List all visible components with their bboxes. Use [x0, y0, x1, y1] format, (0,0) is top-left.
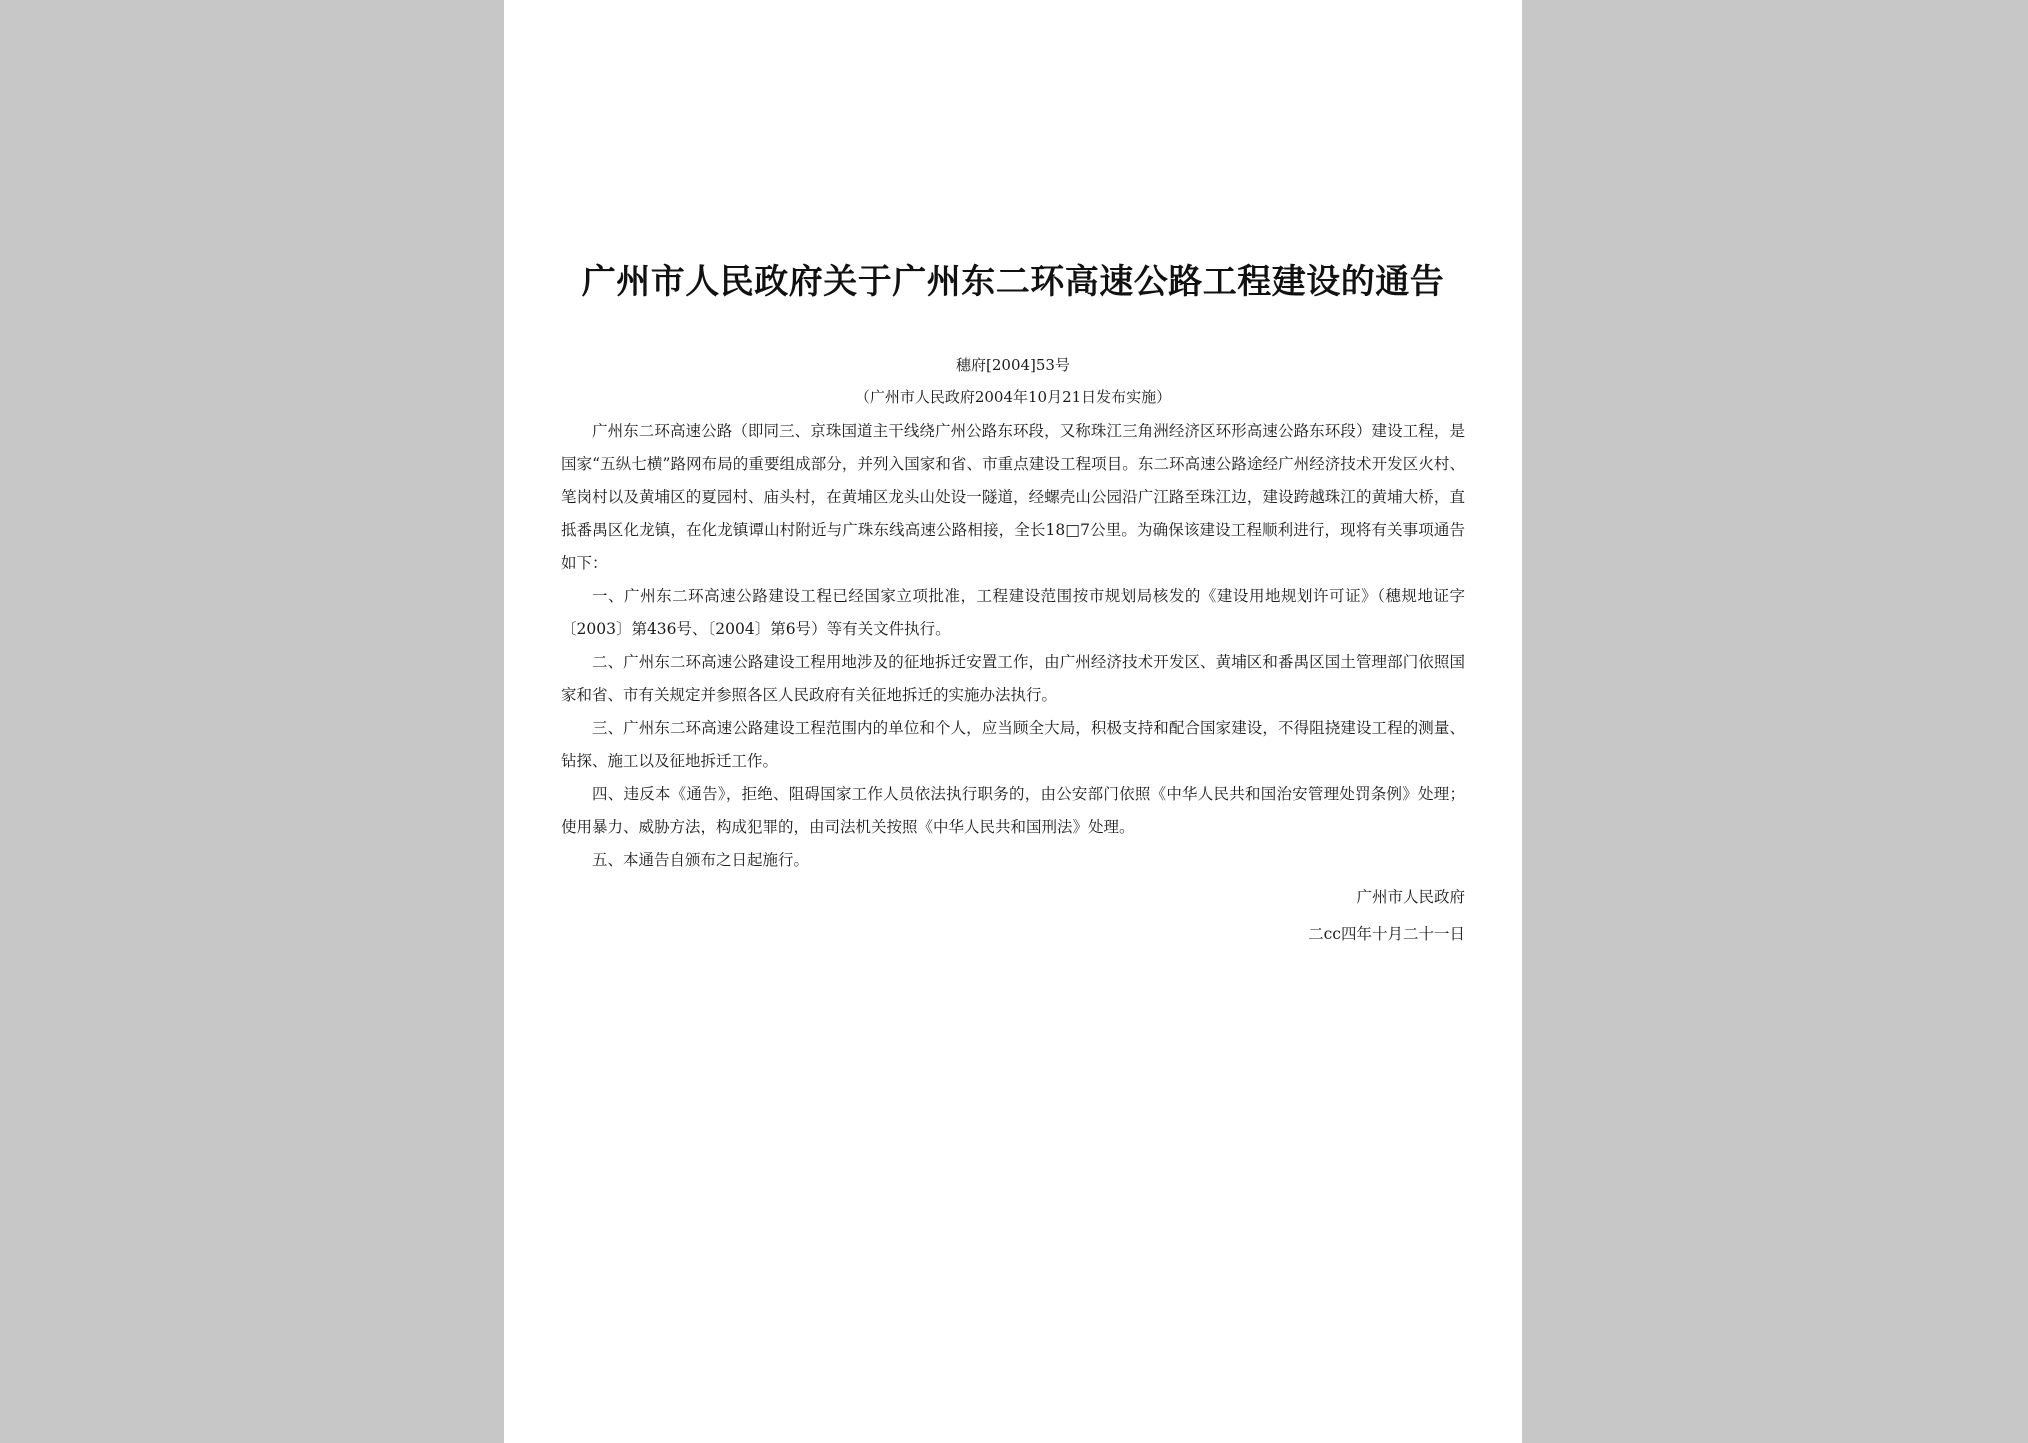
paragraph-item-5: 五、本通告自颁布之日起施行。	[592, 851, 810, 869]
signature-date: 二cc四年十月二十一日	[1308, 925, 1465, 943]
issued-note: （广州市人民政府2004年10月21日发布实施）	[854, 388, 1172, 406]
document-title: 广州市人民政府关于广州东二环高速公路工程建设的通告	[581, 262, 1445, 302]
paragraph-item-1: 一、广州东二环高速公路建设工程已经国家立项批准，工程建设范围按市规划局核发的《建设用地规划许可证》（穗规地证字〔2003〕第436号、〔2004〕第6号）等有关文件执行。	[561, 587, 1465, 638]
document-page	[504, 0, 1522, 1443]
paragraph-intro: 广州东二环高速公路（即同三、京珠国道主干线绕广州公路东环段，又称珠江三角洲经济区环形高速公路东环段）建设工程，是国家“五纵七横”路网布局的重要组成部分，并列入国家和省、市重点建设工程项目。东二环高速公路途经广州经济技术开发区火村、笔岗村以及黄埔区的夏园村、庙头村，在黄埔区龙头山处设一隧道，经螺壳山公园沿广江路至珠江边，建设跨越珠江的黄埔大桥，直抵番禺区化龙镇，在化龙镇谭山村附近与广珠东线高速公路相接，全长18□7公里。为确保该建设工程顺利进行，现将有关事项通告如下：	[561, 422, 1465, 572]
document-number: 穗府[2004]53号	[956, 356, 1070, 374]
paragraph-item-4: 四、违反本《通告》，拒绝、阻碍国家工作人员依法执行职务的，由公安部门依照《中华人民共和国治安管理处罚条例》处理；使用暴力、威胁方法，构成犯罪的，由司法机关按照《中华人民共和国刑法》处理。	[561, 785, 1465, 836]
signature: 广州市人民政府	[1356, 888, 1465, 906]
document-content	[561, 262, 1465, 951]
paragraph-item-3: 三、广州东二环高速公路建设工程范围内的单位和个人，应当顾全大局，积极支持和配合国家建设，不得阻挠建设工程的测量、钻探、施工以及征地拆迁工作。	[561, 719, 1465, 770]
paragraph-item-2: 二、广州东二环高速公路建设工程用地涉及的征地拆迁安置工作，由广州经济技术开发区、黄埔区和番禺区国土管理部门依照国家和省、市有关规定并参照各区人民政府有关征地拆迁的实施办法执行。	[561, 653, 1465, 704]
